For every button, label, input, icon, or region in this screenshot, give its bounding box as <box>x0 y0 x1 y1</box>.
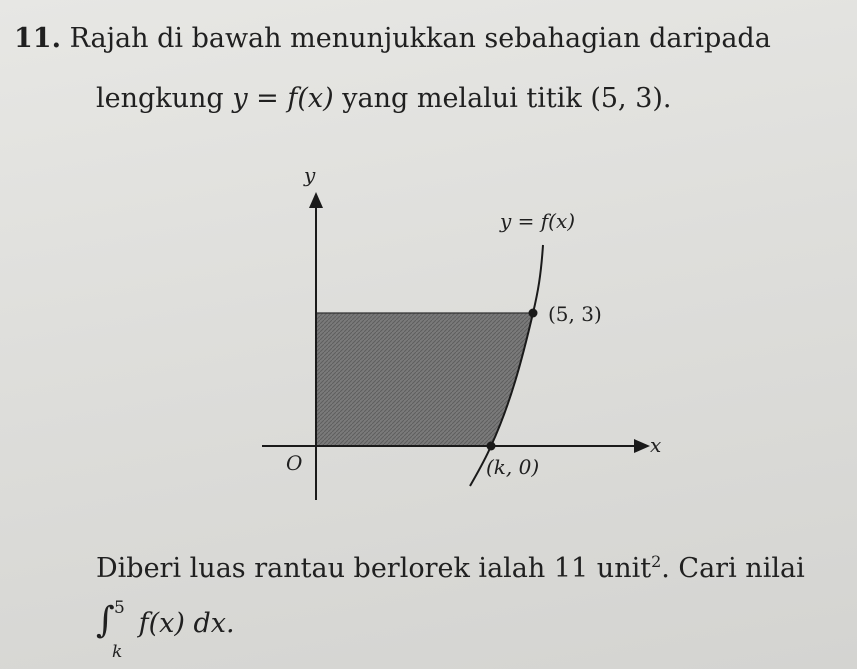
line2-point: (5, 3). <box>590 83 672 114</box>
integral-body: f(x) dx. <box>138 608 235 639</box>
integral-sign-wrap <box>96 598 130 662</box>
integral-sign: ∫ <box>96 600 115 641</box>
origin-label: O <box>286 451 303 475</box>
curve-label: y = f(x) <box>500 209 576 233</box>
line2-equation: y = f(x) <box>232 83 334 114</box>
integral-upper-limit: 5 <box>114 598 125 618</box>
point-bottom-label: (k, 0) <box>486 455 540 479</box>
line2-pre: lengkung <box>96 83 224 114</box>
line2-mid: yang melalui titik <box>342 83 582 114</box>
point-5-3 <box>529 309 538 318</box>
y-axis-label: y <box>304 163 316 187</box>
line3-superscript: 2 <box>651 552 662 571</box>
question-text-line1: Rajah di bawah menunjukkan sebahagian daripada <box>69 23 771 54</box>
point-k-0 <box>487 442 496 451</box>
point-top-label: (5, 3) <box>548 302 602 326</box>
line3-pre: Diberi luas rantau berlorek ialah 11 unit <box>96 553 652 584</box>
integral-lower-limit: k <box>112 642 123 662</box>
x-axis-label: x <box>650 433 662 457</box>
y-axis-arrow <box>309 192 323 208</box>
question-number: 11. <box>14 23 61 54</box>
x-axis-arrow <box>634 439 650 453</box>
question-line-3 <box>96 552 846 584</box>
line3-post: . Cari nilai <box>661 553 805 584</box>
integral-expression <box>96 598 235 662</box>
